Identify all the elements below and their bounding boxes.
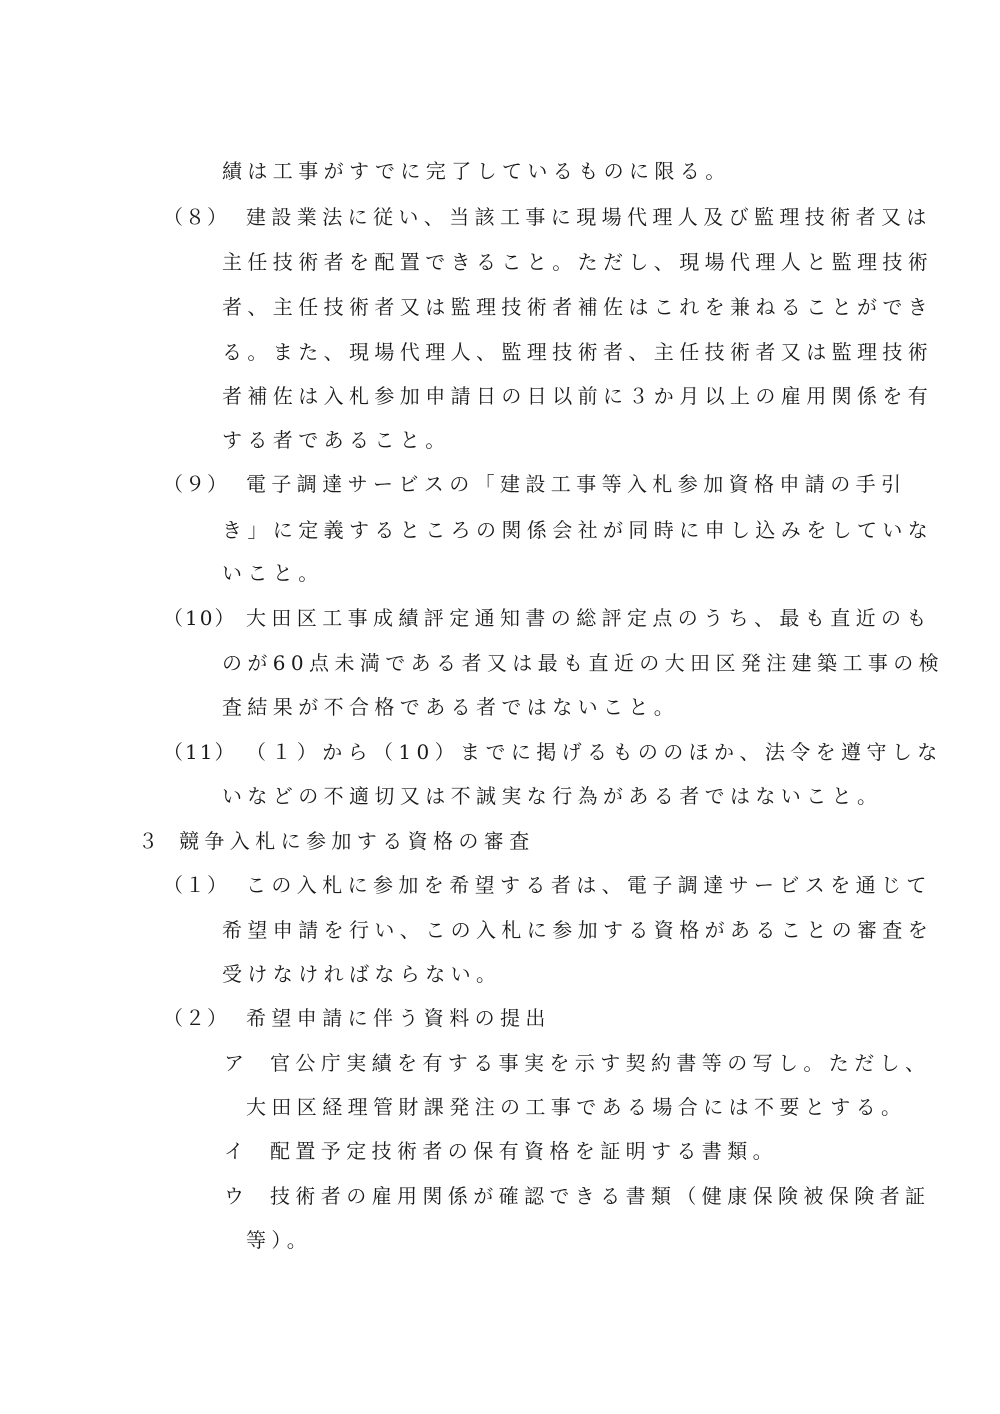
text-line: 査結果が不合格である者ではないこと。 bbox=[222, 695, 680, 719]
subitem-marker-u: ウ bbox=[224, 1184, 246, 1208]
text-line: 大田区経理管財課発注の工事である場合には不要とする。 bbox=[246, 1095, 907, 1119]
text-line: する者であること。 bbox=[222, 428, 451, 452]
text-line: き」に定義するところの関係会社が同時に申し込みをしていな bbox=[222, 518, 934, 542]
text-line: 者、主任技術者又は監理技術者補佐はこれを兼ねることができ bbox=[222, 295, 934, 319]
text-line: る。また、現場代理人、監理技術者、主任技術者又は監理技術 bbox=[222, 340, 934, 364]
text-line: いこと。 bbox=[222, 561, 324, 585]
item-number-10: （10） bbox=[163, 606, 237, 630]
item-number-1: （１） bbox=[163, 873, 229, 897]
item-number-11: （11） bbox=[163, 740, 237, 764]
text-line: 大田区工事成績評定通知書の総評定点のうち、最も直近のも bbox=[246, 606, 932, 630]
text-line: 建設業法に従い、当該工事に現場代理人及び監理技術者又は bbox=[246, 205, 932, 229]
text-line: 績は工事がすでに完了しているものに限る。 bbox=[222, 159, 731, 183]
text-line: 等）。 bbox=[246, 1228, 313, 1252]
text-line: 希望申請を行い、この入札に参加する資格があることの審査を bbox=[222, 918, 934, 942]
subitem-marker-i: イ bbox=[224, 1139, 246, 1163]
text-line: 配置予定技術者の保有資格を証明する書類。 bbox=[270, 1139, 778, 1163]
text-line: 者補佐は入札参加申請日の日以前に３か月以上の雇用関係を有 bbox=[222, 384, 934, 408]
section-heading: 競争入札に参加する資格の審査 bbox=[179, 829, 535, 853]
text-line: 受けなければならない。 bbox=[222, 962, 502, 986]
text-line: 官公庁実績を有する事実を示す契約書等の写し。ただし、 bbox=[270, 1051, 931, 1075]
text-line: （１）から（10）までに掲げるもののほか、法令を遵守しな bbox=[246, 740, 943, 764]
item-number-9: （９） bbox=[163, 472, 229, 496]
text-line: この入札に参加を希望する者は、電子調達サービスを通じて bbox=[246, 873, 932, 897]
item-number-2: （２） bbox=[163, 1006, 229, 1030]
text-line: 主任技術者を配置できること。ただし、現場代理人と監理技術 bbox=[222, 250, 934, 274]
text-line: 希望申請に伴う資料の提出 bbox=[246, 1006, 551, 1030]
section-number-3: ３ bbox=[138, 829, 160, 853]
text-line: 技術者の雇用関係が確認できる書類（健康保険被保険者証 bbox=[270, 1184, 931, 1208]
text-line: いなどの不適切又は不誠実な行為がある者ではないこと。 bbox=[222, 784, 883, 808]
text-line: のが60点未満である者又は最も直近の大田区発注建築工事の検 bbox=[222, 651, 945, 675]
subitem-marker-a: ア bbox=[224, 1051, 246, 1075]
text-line: 電子調達サービスの「建設工事等入札参加資格申請の手引 bbox=[246, 472, 907, 496]
item-number-8: （８） bbox=[163, 205, 229, 229]
